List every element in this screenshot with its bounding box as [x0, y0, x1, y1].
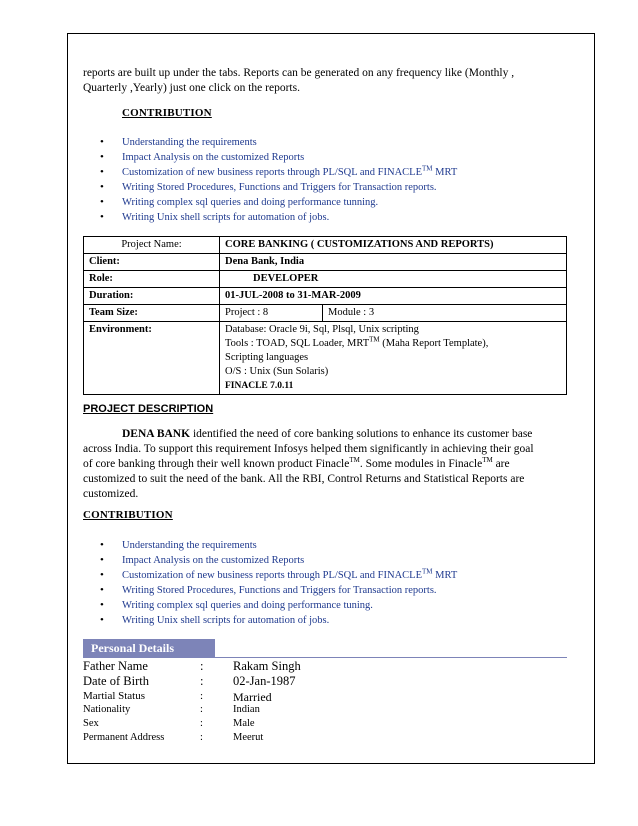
team-size-project: Project : 8 — [220, 305, 323, 322]
table-row — [84, 271, 567, 288]
intro-line-2: Quarterly ,Yearly) just one click on the reports. — [83, 82, 300, 94]
list-item: • Customization of new business reports through PL/SQL and FINACLE™ MRT — [100, 164, 458, 178]
list-item: • Understanding the requirements — [100, 136, 257, 148]
role-label: Role: — [84, 271, 220, 288]
list-item: • Writing Unix shell scripts for automation of jobs. — [100, 614, 330, 626]
team-size-label: Team Size: — [84, 305, 220, 322]
project-table — [83, 236, 567, 395]
intro-paragraph — [83, 66, 573, 96]
project-name-label: Project Name: — [84, 237, 220, 254]
contribution-list-1 — [100, 135, 457, 225]
list-item: • Writing complex sql queries and doing performance tunning. — [100, 196, 379, 208]
client-label: Client: — [84, 254, 220, 271]
project-name-value: CORE BANKING ( CUSTOMIZATIONS AND REPORTS) — [220, 237, 567, 254]
intro-line-1: reports are built up under the tabs. Reports can be generated on any frequency like (Monthly , — [83, 67, 515, 79]
list-item: • Writing Stored Procedures, Functions and Triggers for Transaction reports. — [100, 584, 437, 596]
personal-details-divider — [83, 657, 567, 658]
list-item: • Understanding the requirements — [100, 539, 257, 551]
table-row — [84, 288, 567, 305]
table-row — [84, 305, 567, 322]
list-item: • Impact Analysis on the customized Reports — [100, 554, 305, 566]
table-row — [84, 322, 567, 395]
environment-value: Database: Oracle 9i, Sql, Plsql, Unix scripting Tools : TOAD, SQL Loader, MRT™ (Maha Report Template), Scripting languages O/S : Unix (Sun Solaris) FINACLE 7.0.11 — [220, 322, 567, 395]
duration-label: Duration: — [84, 288, 220, 305]
list-item: • Writing complex sql queries and doing performance tuning. — [100, 599, 373, 611]
team-size-module: Module : 3 — [323, 305, 567, 322]
list-item: • Customization of new business reports through PL/SQL and FINACLE™ MRT — [100, 567, 458, 581]
table-row — [84, 237, 567, 254]
role-value: DEVELOPER — [220, 271, 567, 288]
client-value: Dena Bank, India — [220, 254, 567, 271]
contribution-title-1: CONTRIBUTION — [122, 107, 212, 119]
duration-value: 01-JUL-2008 to 31-MAR-2009 — [220, 288, 567, 305]
project-description-title: PROJECT DESCRIPTION — [83, 403, 214, 415]
list-item: • Writing Stored Procedures, Functions and Triggers for Transaction reports. — [100, 181, 437, 193]
list-item: • Impact Analysis on the customized Reports — [100, 151, 305, 163]
list-item: • Writing Unix shell scripts for automation of jobs. — [100, 211, 330, 223]
personal-details-header: Personal Details — [83, 639, 215, 658]
environment-label: Environment: — [84, 322, 220, 395]
table-row — [84, 254, 567, 271]
contribution-list-2 — [100, 538, 457, 628]
project-description-body: DENA BANK identified the need of core banking solutions to enhance its customer base across India. To support this requirement Infosys helped them significantly in achieving their goal of core banking through their well known product Finacle™. Some modules in Finacle™ are customized to suit the need of the bank. All the RBI, Control Returns and Statistical Reports are customized. — [83, 428, 534, 500]
contribution-title-2: CONTRIBUTION — [83, 509, 173, 521]
